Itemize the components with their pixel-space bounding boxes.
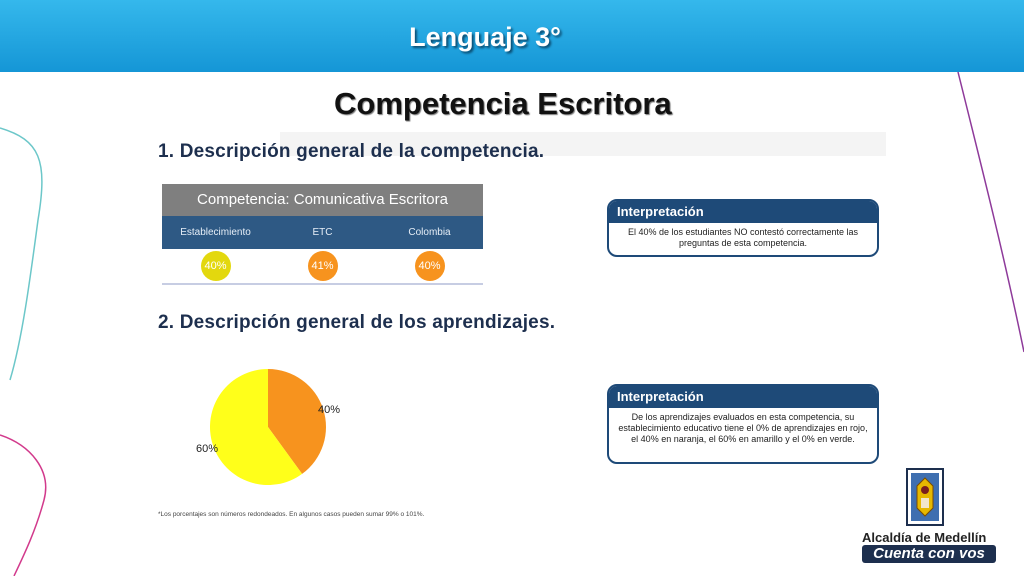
interpretation-2-heading: Interpretación — [609, 386, 877, 408]
interpretation-box-2 — [607, 384, 879, 464]
column-colombia: Colombia — [408, 227, 451, 238]
logo-line-1: Alcaldía de Medellín — [862, 530, 987, 545]
interpretation-1-text: El 40% de los estudiantes NO contestó correctamente las preguntas de esta competencia. — [627, 227, 859, 248]
logo-line-2: Cuenta con vos — [862, 545, 996, 563]
page-subtitle: Competencia Escritora — [334, 86, 672, 121]
coat-of-arms-icon — [906, 468, 944, 526]
section-1-title: 1. Descripción general de la competencia. — [158, 141, 545, 162]
competency-table-title: Competencia: Comunicativa Escritora — [162, 184, 483, 216]
header-bar — [0, 0, 1024, 72]
section-2-title: 2. Descripción general de los aprendizajes. — [158, 312, 556, 333]
interpretation-box-1 — [607, 199, 879, 257]
footnote: *Los porcentajes son números redondeados. En algunos casos pueden sumar 99% o 101%. — [158, 511, 425, 518]
column-establecimiento: Establecimiento — [180, 227, 251, 238]
header-title: Lenguaje 3° — [409, 22, 561, 52]
interpretation-1-heading: Interpretación — [609, 201, 877, 223]
pie-chart — [200, 362, 340, 492]
value-etc-badge: 41% — [308, 251, 338, 281]
value-establecimiento-badge: 40% — [201, 251, 231, 281]
competency-table — [162, 184, 483, 285]
column-etc: ETC — [312, 227, 333, 238]
value-colombia-badge: 40% — [415, 251, 445, 281]
pie-label-40: 40% — [318, 404, 341, 416]
pie-label-60: 60% — [196, 443, 219, 455]
competency-table-header-row — [162, 216, 483, 249]
competency-table-value-row — [162, 249, 483, 285]
interpretation-2-text: De los aprendizajes evaluados en esta competencia, su establecimiento educativo tiene el 0% de aprendizajes en rojo, el 40% en naranja, el 60% en amarillo y el 0% en verde. — [618, 412, 868, 444]
alcaldia-logo — [862, 468, 996, 568]
